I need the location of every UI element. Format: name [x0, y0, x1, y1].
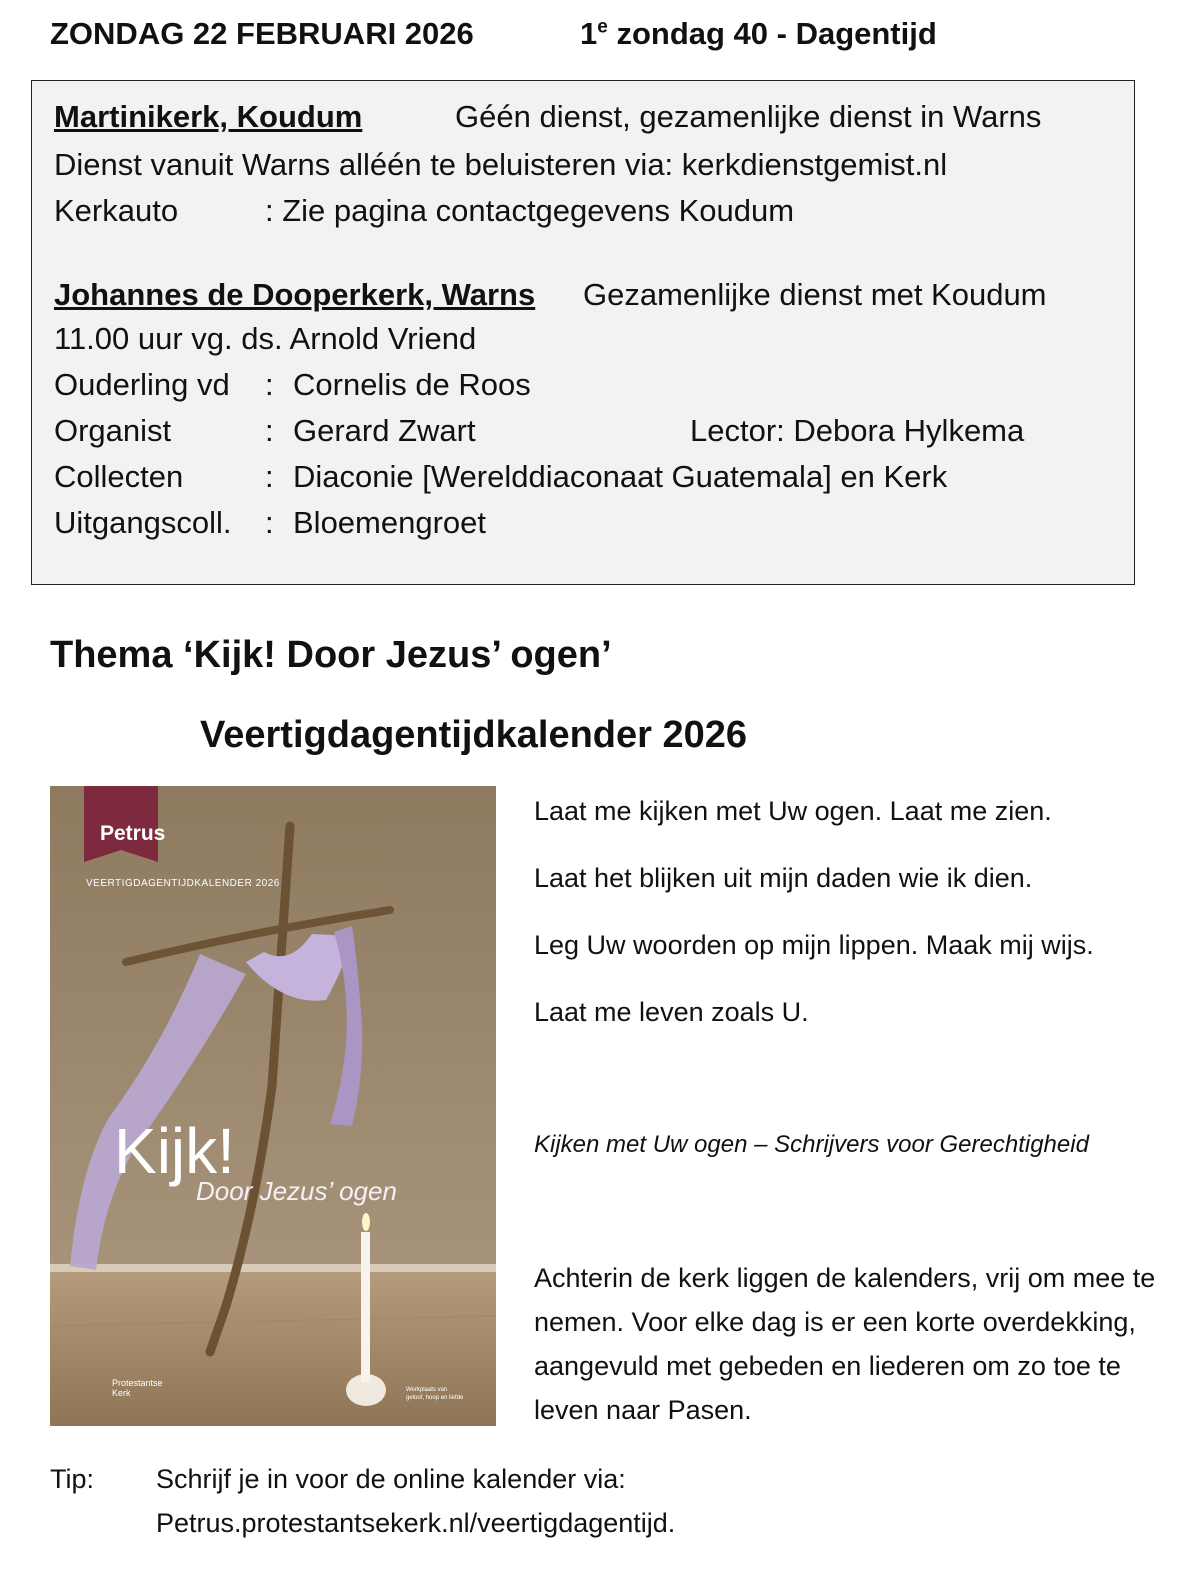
row-separator: : — [265, 367, 274, 402]
calendar-paragraph: Achterin de kerk liggen de kalenders, vrij om mee te nemen. Voor elke dag is er een korte overdekking, aangevuld met gebeden en liederen om zo toe te leven naar Pasen. — [534, 1263, 1156, 1425]
tip-line: Schrijf je in voor de online kalender via: — [156, 1464, 626, 1494]
sunday-label: zondag 40 - Dagentijd — [607, 16, 937, 51]
poem-line: Laat het blijken uit mijn daden wie ik dien. — [534, 863, 1033, 893]
row-separator: : — [265, 505, 274, 540]
koudum-stream-line: Dienst vanuit Warns alléén te beluisteren via: kerkdienstgemist.nl — [54, 147, 948, 182]
row-label: Uitgangscoll. — [54, 505, 232, 540]
calendar-cover-image — [50, 786, 496, 1426]
row-value: Gerard Zwart — [293, 413, 476, 448]
warns-note: Gezamenlijke dienst met Koudum — [583, 277, 1047, 312]
liturgical-sunday — [580, 16, 937, 52]
row-label: Organist — [54, 413, 172, 448]
cover-title: Kijk! — [114, 1115, 235, 1187]
cover-footer-line: Werkplaats van — [406, 1387, 448, 1393]
sunday-number: 1 — [580, 16, 598, 51]
row-value: Cornelis de Roos — [293, 367, 531, 402]
warns-church-name: Johannes de Dooperkerk, Warns — [54, 277, 536, 312]
cover-tagline: Door Jezus’ ogen — [196, 1176, 397, 1206]
row-separator: : — [265, 413, 274, 448]
cover-publisher-line: Protestantse — [112, 1378, 163, 1388]
poem-line: Leg Uw woorden op mijn lippen. Maak mij wijs. — [534, 930, 1094, 960]
cover-publisher-line: Kerk — [112, 1388, 131, 1398]
lector: Lector: Debora Hylkema — [690, 413, 1025, 448]
row-label: Collecten — [54, 459, 184, 494]
poem-line: Laat me kijken met Uw ogen. Laat me zien. — [534, 796, 1052, 826]
kerkauto-value: : Zie pagina contactgegevens Koudum — [265, 193, 795, 228]
tip-url: Petrus.protestantsekerk.nl/veertigdagentijd. — [156, 1508, 676, 1538]
theme-title: Thema ‘Kijk! Door Jezus’ ogen’ — [50, 634, 612, 676]
poem-source: Kijken met Uw ogen – Schrijvers voor Gerechtigheid — [534, 1131, 1089, 1158]
kerkauto-label: Kerkauto — [54, 193, 179, 228]
poem-line: Laat me leven zoals U. — [534, 997, 809, 1027]
row-separator: : — [265, 459, 274, 494]
cover-footer — [406, 1386, 463, 1402]
cover-subtitle: VEERTIGDAGENTIJDKALENDER 2026 — [86, 878, 280, 889]
cover-footer-line: geloof, hoop en liefde — [406, 1395, 464, 1401]
tip-label: Tip: — [50, 1464, 95, 1494]
warns-time-line: 11.00 uur vg. ds. Arnold Vriend — [54, 321, 477, 356]
service-date: ZONDAG 22 FEBRUARI 2026 — [50, 16, 474, 51]
row-value: Bloemengroet — [293, 505, 487, 540]
cover-brand: Petrus — [100, 822, 166, 845]
service-info-box — [31, 80, 1135, 585]
row-label: Ouderling vd — [54, 367, 230, 402]
koudum-church-name: Martinikerk, Koudum — [54, 99, 363, 134]
cover-publisher — [112, 1378, 163, 1398]
calendar-title: Veertigdagentijdkalender 2026 — [200, 714, 748, 756]
sunday-ordinal: e — [597, 16, 608, 38]
koudum-note: Géén dienst, gezamenlijke dienst in Warns — [455, 99, 1042, 134]
row-value: Diaconie [Werelddiaconaat Guatemala] en Kerk — [293, 459, 948, 494]
